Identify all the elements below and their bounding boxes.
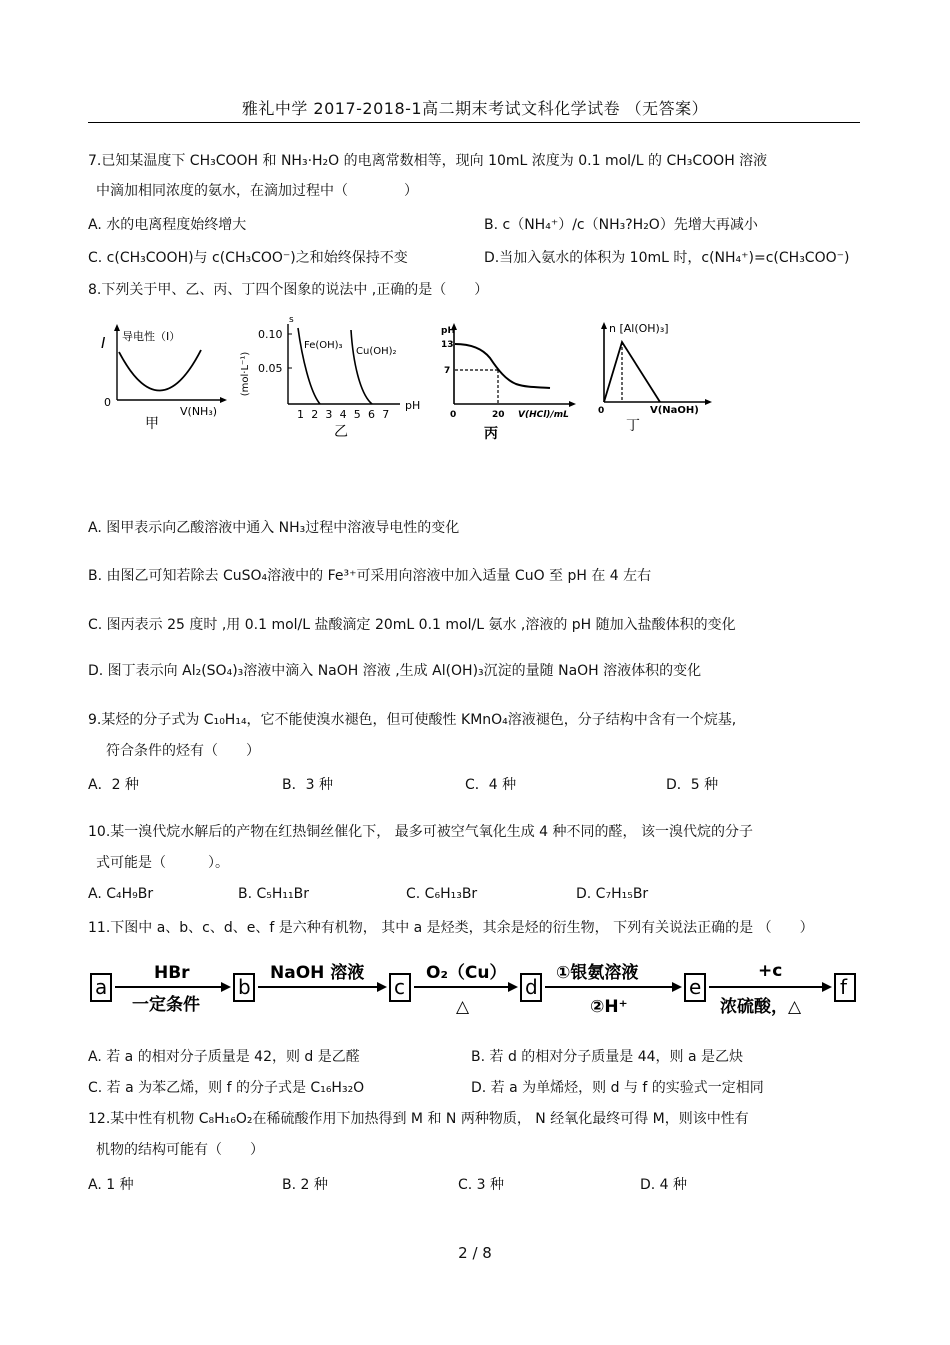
- arrow3-top: O₂（Cu）: [426, 963, 507, 983]
- q12-stem-line2: 机物的结构可能有（ ）: [96, 1142, 264, 1158]
- q7-option-d: D.当加入氨水的体积为 10mL 时，c(NH₄⁺)=c(CH₃COO⁻): [484, 250, 850, 266]
- yi-xtick: 2: [311, 408, 319, 421]
- page-number: 2 / 8: [458, 1244, 492, 1262]
- node-c: c: [394, 975, 405, 999]
- q10-stem-line1: 10.某一溴代烷水解后的产物在红热铜丝催化下， 最多可被空气氧化生成 4 种不同的醛， 该一溴代烷的分子: [88, 824, 753, 840]
- ding-ylabel: n [Al(OH)₃]: [609, 322, 669, 335]
- node-a: a: [95, 975, 108, 999]
- reaction-flowchart: [88, 950, 858, 1025]
- header-rule: [88, 122, 860, 123]
- bing-ylabel: pH: [441, 326, 455, 336]
- q7-stem-line2: 中滴加相同浓度的氨水，在滴加过程中（ ）: [96, 183, 418, 199]
- graph-ding: [590, 316, 720, 436]
- ding-curve: [604, 342, 660, 402]
- yi-xlabel: pH: [405, 399, 421, 412]
- yi-xtick: 7: [382, 408, 390, 421]
- node-f: f: [840, 975, 848, 999]
- jia-curve: [119, 350, 201, 391]
- yi-s-label: s: [289, 315, 294, 325]
- ding-origin: 0: [598, 406, 605, 416]
- bing-xtick-20: 20: [492, 410, 505, 420]
- arrow1-bottom: 一定条件: [132, 995, 200, 1015]
- jia-title: 导电性（I）: [122, 330, 181, 343]
- arrow1-top: HBr: [154, 963, 190, 983]
- q9-stem-line1: 9.某烃的分子式为 C₁₀H₁₄，它不能使溴水褪色，但可使酸性 KMnO₄溶液褪色，分子结构中含有一个烷基,: [88, 712, 737, 728]
- q7-stem-line1: 7.已知某温度下 CH₃COOH 和 NH₃·H₂O 的电离常数相等，现向 10mL 浓度为 0.1 mol/L 的 CH₃COOH 溶液: [88, 153, 768, 169]
- q11-option-d: D. 若 a 为单烯烃，则 d 与 f 的实验式一定相同: [471, 1080, 764, 1096]
- q12-option-d: D. 4 种: [640, 1177, 688, 1193]
- q11-option-a: A. 若 a 的相对分子质量是 42，则 d 是乙醛: [88, 1049, 360, 1065]
- q7-option-c: C. c(CH₃COOH)与 c(CH₃COO⁻)之和始终保持不变: [88, 250, 408, 266]
- jia-origin: 0: [104, 396, 111, 409]
- node-d: d: [525, 975, 538, 999]
- yi-ytick-0.10: 0.10: [258, 328, 283, 341]
- arrow2-top: NaOH 溶液: [270, 963, 365, 983]
- arrow5-bottom: 浓硫酸，△: [720, 997, 802, 1017]
- q12-option-c: C. 3 种: [458, 1177, 505, 1193]
- q10-option-c: C. C₆H₁₃Br: [406, 886, 478, 902]
- arrow3-bottom: △: [456, 997, 470, 1017]
- yi-caption: 乙: [334, 424, 348, 440]
- yi-curve2-label: Cu(OH)₂: [356, 346, 397, 357]
- bing-curve: [455, 344, 550, 388]
- yi-yunit: (mol·L⁻¹): [240, 351, 251, 397]
- q9-stem-line2: 符合条件的烃有（ ）: [106, 743, 260, 759]
- bing-caption: 丙: [484, 426, 498, 442]
- q8-stem: 8.下列关于甲、乙、丙、丁四个图象的说法中 ,正确的是（ ）: [88, 282, 489, 298]
- q10-stem-line2: 式可能是（ ）。: [96, 855, 229, 871]
- ding-caption: 丁: [626, 418, 640, 434]
- yi-xtick: 6: [368, 408, 375, 421]
- graph-yi: [232, 312, 427, 447]
- bing-ytick-13: 13: [441, 340, 454, 350]
- q10-option-d: D. C₇H₁₅Br: [576, 886, 649, 902]
- page-header: 雅礼中学 2017-2018-1高二期末考试文科化学试卷 （无答案）: [241, 99, 709, 118]
- node-b: b: [238, 975, 251, 999]
- q8-option-d: D. 图丁表示向 Al₂(SO₄)₃溶液中滴入 NaOH 溶液 ,生成 Al(OH)₃沉淀的量随 NaOH 溶液体积的变化: [88, 663, 702, 679]
- q9-option-b: B．3 种: [282, 777, 333, 793]
- jia-ylabel: I: [101, 334, 106, 352]
- q8-option-c: C. 图丙表示 25 度时 ,用 0.1 mol/L 盐酸滴定 20mL 0.1 mol/L 氨水 ,溶液的 pH 随加入盐酸体积的变化: [88, 617, 736, 633]
- q11-option-c: C. 若 a 为苯乙烯，则 f 的分子式是 C₁₆H₃₂O: [88, 1080, 365, 1096]
- q7-option-a: A. 水的电离程度始终增大: [88, 217, 247, 233]
- arrow5-top: +c: [758, 961, 783, 981]
- q10-option-a: A. C₄H₉Br: [88, 886, 154, 902]
- q8-option-a: A. 图甲表示向乙酸溶液中通入 NH₃过程中溶液导电性的变化: [88, 520, 460, 536]
- yi-ytick-0.05: 0.05: [258, 362, 283, 375]
- q11-stem: 11.下图中 a、b、c、d、e、f 是六种有机物， 其中 a 是烃类，其余是烃的衍生物， 下列有关说法正确的是 （ ）: [88, 920, 814, 936]
- q9-option-c: C．4 种: [465, 777, 517, 793]
- yi-curve-cu: [351, 330, 372, 404]
- q9-option-d: D．5 种: [666, 777, 719, 793]
- yi-curve1-label: Fe(OH)₃: [304, 340, 343, 351]
- yi-xtick: 3: [325, 408, 333, 421]
- bing-xlabel: V(HCl)/mL: [518, 410, 569, 420]
- yi-xtick: 5: [353, 408, 361, 421]
- ding-xlabel: V(NaOH): [650, 405, 699, 416]
- graph-jia: [95, 318, 235, 433]
- yi-xtick: 1: [297, 408, 304, 421]
- jia-caption: 甲: [145, 416, 159, 432]
- graph-bing: [440, 318, 590, 443]
- q12-option-b: B. 2 种: [282, 1177, 328, 1193]
- yi-xtick: 4: [339, 408, 347, 421]
- bing-origin: 0: [450, 410, 457, 420]
- jia-xlabel: V(NH₃): [180, 405, 218, 418]
- arrow4-top: ①银氨溶液: [556, 963, 639, 983]
- q12-stem-line1: 12.某中性有机物 C₈H₁₆O₂在稀硫酸作用下加热得到 M 和 N 两种物质， N 经氧化最终可得 M，则该中性有: [88, 1111, 749, 1127]
- q12-option-a: A. 1 种: [88, 1177, 134, 1193]
- q8-option-b: B. 由图乙可知若除去 CuSO₄溶液中的 Fe³⁺可采用向溶液中加入适量 CuO 至 pH 在 4 左右: [88, 568, 652, 584]
- q11-option-b: B. 若 d 的相对分子质量是 44，则 a 是乙炔: [471, 1049, 744, 1065]
- bing-ytick-7: 7: [444, 366, 451, 376]
- q9-option-a: A．2 种: [88, 777, 139, 793]
- node-e: e: [689, 975, 702, 999]
- q7-option-b: B. c（NH₄⁺）/c（NH₃?H₂O）先增大再减小: [484, 217, 758, 233]
- arrow4-bottom: ②H⁺: [590, 997, 628, 1017]
- q10-option-b: B. C₅H₁₁Br: [238, 886, 310, 902]
